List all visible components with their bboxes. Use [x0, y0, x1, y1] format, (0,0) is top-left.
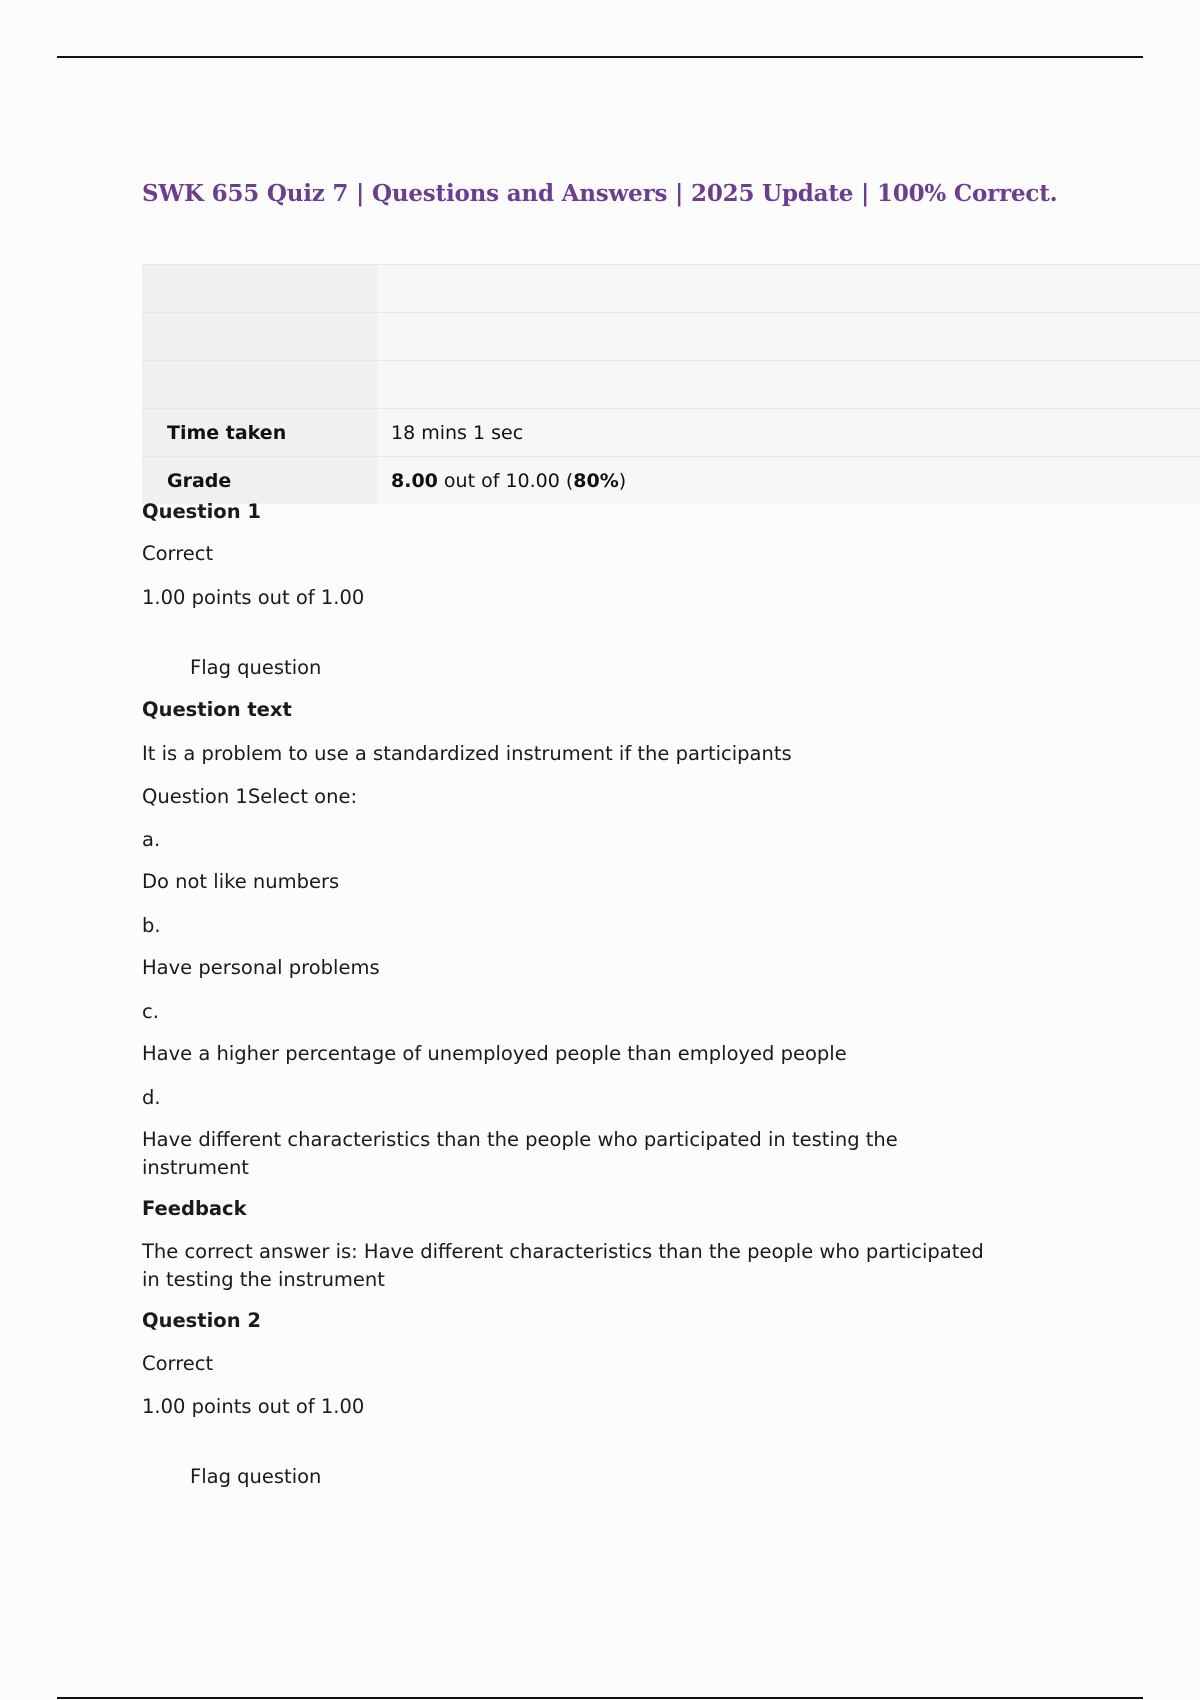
time-taken-value: 18 mins 1 sec [378, 409, 1200, 457]
summary-empty-label [142, 265, 378, 313]
question-2-status: Correct [142, 1352, 214, 1375]
question-1-text: It is a problem to use a standardized instrument if the participants [142, 742, 792, 765]
summary-empty-value [378, 265, 1200, 313]
grade-label: Grade [142, 457, 378, 505]
question-1-flag[interactable]: Flag question [190, 656, 322, 679]
option-d-letter[interactable]: d. [142, 1086, 161, 1109]
option-b-letter[interactable]: b. [142, 914, 161, 937]
question-1-text-label: Question text [142, 698, 292, 721]
option-d-text[interactable]: Have different characteristics than the people who participated in testing the instrument [142, 1128, 898, 1179]
question-1-points: 1.00 points out of 1.00 [142, 586, 365, 609]
option-a-text[interactable]: Do not like numbers [142, 870, 340, 893]
summary-empty-value [378, 313, 1200, 361]
option-b-text[interactable]: Have personal problems [142, 956, 380, 979]
summary-row-time-taken [142, 409, 1200, 457]
summary-row-empty [142, 313, 1200, 361]
question-1-status: Correct [142, 542, 214, 565]
summary-empty-label [142, 361, 378, 409]
document-title: SWK 655 Quiz 7 | Questions and Answers | 2025 Update | 100% Correct. [142, 180, 1058, 207]
top-rule [57, 56, 1143, 58]
summary-empty-value [378, 361, 1200, 409]
grade-close: ) [618, 469, 627, 492]
question-1-feedback-label: Feedback [142, 1197, 247, 1220]
summary-row-grade [142, 457, 1200, 505]
question-1-select-prompt: Question 1Select one: [142, 785, 358, 808]
question-1-feedback: The correct answer is: Have different characteristics than the people who participated in testing the instrument [142, 1240, 984, 1291]
grade-out-of: out of 10.00 ( [437, 469, 574, 492]
grade-score: 8.00 [391, 469, 438, 492]
grade-value [378, 457, 1200, 505]
question-2-flag[interactable]: Flag question [190, 1465, 322, 1488]
option-c-letter[interactable]: c. [142, 1000, 159, 1023]
time-taken-label: Time taken [142, 409, 378, 457]
summary-row-empty [142, 361, 1200, 409]
summary-row-empty [142, 265, 1200, 313]
question-1-heading: Question 1 [142, 500, 261, 523]
question-2-heading: Question 2 [142, 1309, 261, 1332]
option-c-text[interactable]: Have a higher percentage of unemployed people than employed people [142, 1042, 847, 1065]
grade-percent: 80% [573, 469, 619, 492]
bottom-rule [57, 1697, 1143, 1699]
summary-empty-label [142, 313, 378, 361]
question-2-points: 1.00 points out of 1.00 [142, 1395, 365, 1418]
option-a-letter[interactable]: a. [142, 828, 161, 851]
quiz-summary-table [142, 264, 1200, 504]
